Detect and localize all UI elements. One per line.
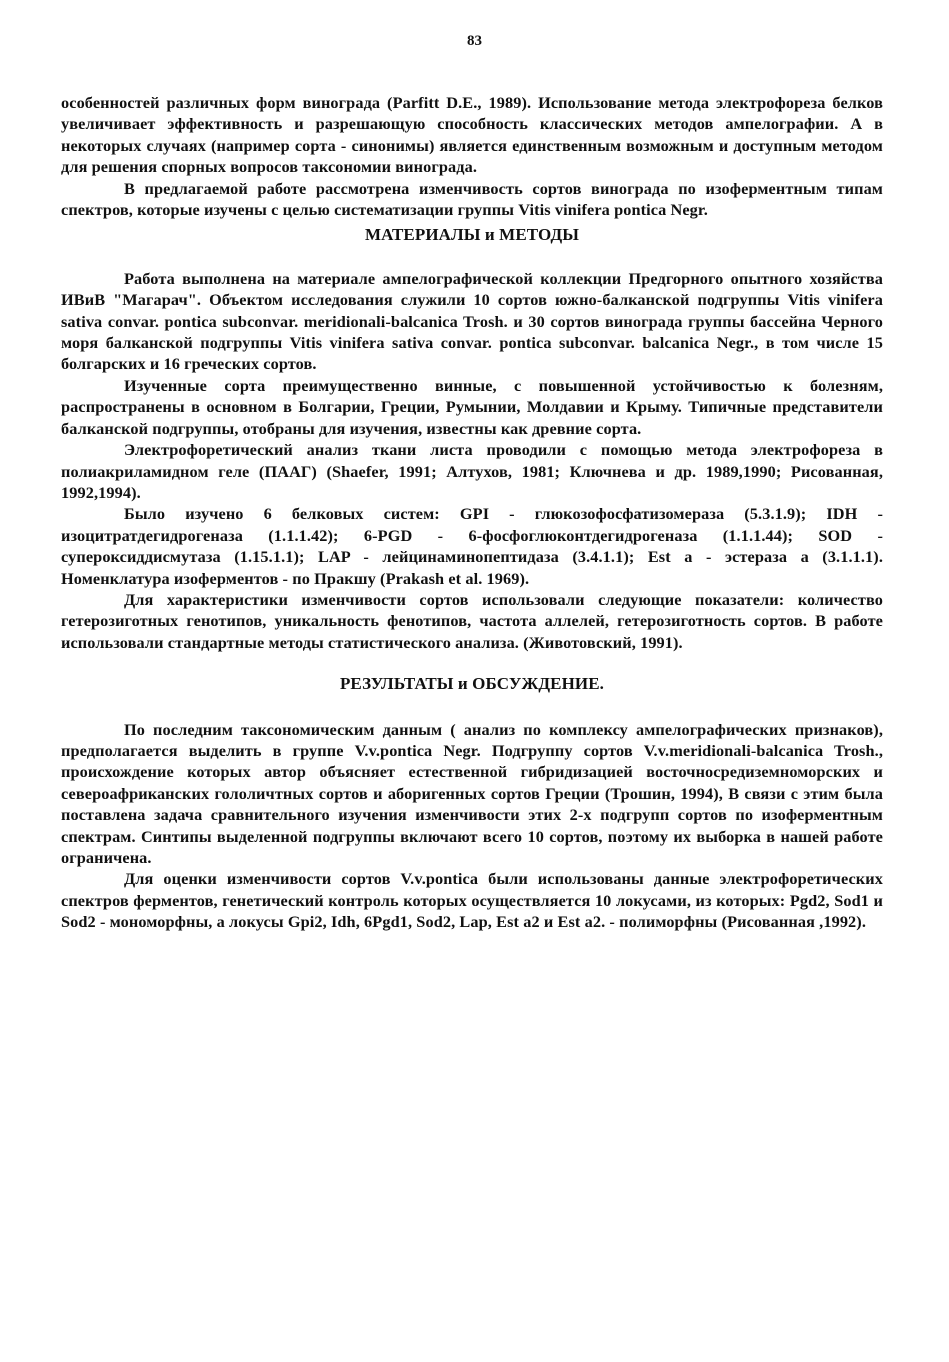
intro-paragraph-1: особенностей различных форм винограда (Parfitt D.E., 1989). Использование метода электрофореза белков увеличивает эффективность и разрешающую способность классических методов ампелографии. А в некоторых случаях (например сорта - синонимы) является единственным возможным и доступным методом для решения спорных вопросов таксономии винограда. bbox=[61, 93, 883, 177]
results-paragraph-1: По последним таксономическим данным ( анализ по комплексу ампелографических признаков), предполагается выделить в группе V.v.pontica Negr. Подгруппу сортов V.v.meridionali-balcanica Trosh., происхождение которых автор объясняет естественной гибридизацией восточносредиземноморских и североафриканских гололичтных сортов и аборигенных сортов Греции (Трошин, 1994), В связи с этим была поставлена задача сравнительного изучения изменчивости этих 2-х подгрупп сортов по изоферментным спектрам. Синтипы выделенной подгруппы включают всего 10 сортов, поэтому их выборка в нашей работе ограничена. bbox=[61, 719, 883, 867]
results-heading: РЕЗУЛЬТАТЫ и ОБСУЖДЕНИЕ. bbox=[339, 674, 605, 694]
intro-paragraph-2: В предлагаемой работе рассмотрена изменчивость сортов винограда по изоферментным типам спектров, которые изучены с целью систематизации группы Vitis vinifera pontica Negr. bbox=[61, 178, 883, 220]
methods-paragraph-1: Работа выполнена на материале ампелографической коллекции Предгорного опытного хозяйства ИВиВ "Магарач". Объектом исследования служили 10 сортов южно-балканской подгруппы Vitis vinifera sativa convar. pontica subconvar. meridionali-balcanica Trosh. и 30 сортов винограда группы бассейна Черного моря балканской подгруппы Vitis vinifera sativa convar. pontica subconvar. balcanica Negr., в том числе 15 болгарских и 16 греческих сортов. bbox=[61, 268, 883, 374]
methods-heading: МАТЕРИАЛЫ и МЕТОДЫ bbox=[364, 225, 580, 245]
document-body bbox=[61, 92, 883, 933]
results-paragraph-2: Для оценки изменчивости сортов V.v.pontica были использованы данные электрофоретических спектров ферментов, генетический контроль которых осуществляется 10 локусами, из которых: Pgd2, Sod1 и Sod2 - мономорфны, а локусы Gpi2, Idh, 6Pgd1, Sod2, Lap, Est a2 и Est a2. - полиморфны (Рисованная ,1992). bbox=[61, 869, 883, 932]
methods-paragraph-3: Электрофоретический анализ ткани листа проводили с помощью метода электрофореза в полиакриламидном геле (ПААГ) (Shaefer, 1991; Алтухов, 1981; Ключнева и др. 1989,1990; Рисованная, 1992,1994). bbox=[61, 440, 883, 502]
methods-paragraph-5: Для характеристики изменчивости сортов использовали следующие показатели: количество гетерозиготных генотипов, уникальность фенотипов, частота аллелей, гетерозиготность сортов. В работе использовали стандартные методы статистического анализа. (Животовский, 1991). bbox=[61, 589, 883, 652]
methods-paragraph-4: Было изучено 6 белковых систем: GPI - глюкозофосфатизомераза (5.3.1.9); IDH - изоцитратдегидрогеназа (1.1.1.42); 6-PGD - 6-фосфоглюконтдегидрогеназа (1.1.1.44); SOD - супероксиддисмутаза (1.15.1.1); LAP - лейцинаминопептидаза (3.4.1.1); Est a - эстераза а (3.1.1.1). Номенклатура изоферментов - по Пракшу (Prakash et al. 1969). bbox=[61, 504, 883, 588]
page-number: 83 bbox=[467, 33, 482, 49]
methods-paragraph-2: Изученные сорта преимущественно винные, с повышенной устойчивостью к болезням, распространены в основном в Болгарии, Греции, Румынии, Молдавии и Крыму. Типичные представители балканской подгруппы, отобраны для изучения, известны как древние сорта. bbox=[61, 375, 883, 438]
